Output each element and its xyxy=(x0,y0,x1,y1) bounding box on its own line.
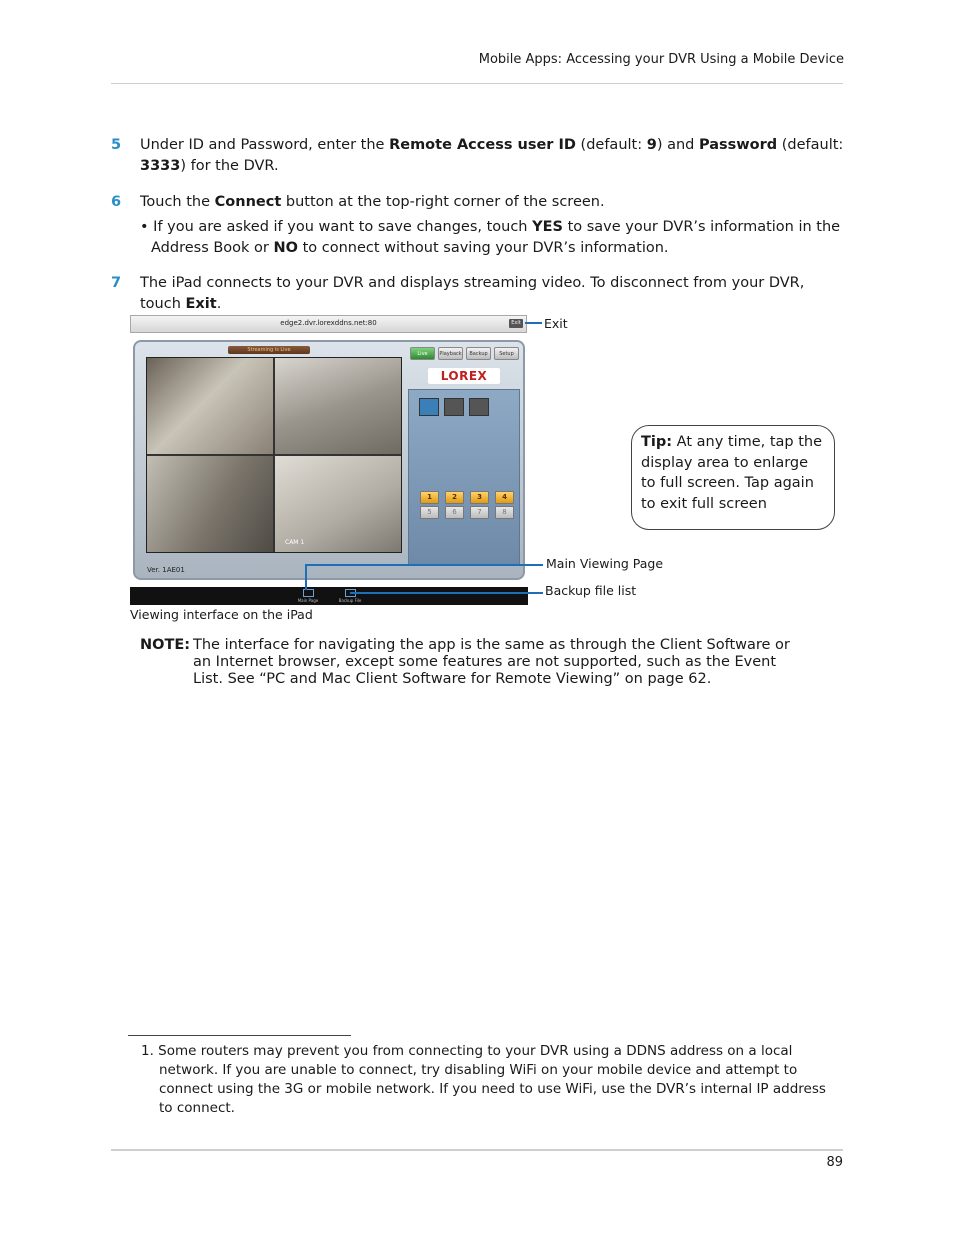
channel-button[interactable]: 6 xyxy=(445,506,464,519)
layout-quad-icon[interactable] xyxy=(419,398,439,416)
version-label: Ver. 1AE01 xyxy=(147,566,185,574)
step-text xyxy=(140,192,845,213)
exit-button[interactable]: Exit xyxy=(509,319,523,328)
footnote-rule xyxy=(128,1035,351,1036)
ipad-bottom-bar xyxy=(130,587,528,605)
channel-button[interactable]: 5 xyxy=(420,506,439,519)
page-number: 89 xyxy=(826,1155,843,1170)
main-page-button[interactable] xyxy=(293,588,323,604)
grid-icon xyxy=(303,589,314,597)
footnote-line: network. If you are unable to connect, try disabling WiFi on your mobile device and attempt to xyxy=(159,1062,798,1078)
backup-callout: Backup file list xyxy=(545,583,637,598)
bold-run: Remote Access user ID xyxy=(389,137,576,153)
text-run: button at the top-right corner of the screen. xyxy=(281,194,605,210)
tab-backup[interactable]: Backup xyxy=(466,347,491,360)
step-number: 5 xyxy=(111,137,122,153)
channel-button[interactable]: 4 xyxy=(495,491,514,504)
bold-run: NO xyxy=(273,240,298,256)
live-banner: Streaming is Live xyxy=(228,346,310,354)
camera-label: CAM 1 xyxy=(285,539,305,546)
channel-button[interactable]: 2 xyxy=(445,491,464,504)
step-number: 7 xyxy=(111,275,122,291)
bold-run: 9 xyxy=(646,137,657,153)
channel-button[interactable]: 3 xyxy=(470,491,489,504)
main-viewing-callout: Main Viewing Page xyxy=(546,556,664,571)
camera-tile[interactable] xyxy=(147,456,273,552)
step-text xyxy=(140,273,845,315)
button-label: Backup File xyxy=(338,598,362,603)
step-number: 6 xyxy=(111,194,122,210)
backup-callout-line xyxy=(350,592,543,594)
camera-tile[interactable] xyxy=(147,358,273,454)
exit-callout-line xyxy=(525,322,542,324)
video-grid[interactable] xyxy=(146,357,402,553)
layout-16-icon[interactable] xyxy=(469,398,489,416)
note-label: NOTE: xyxy=(140,637,191,653)
step-bullet xyxy=(140,217,851,259)
footnote-line: 1. Some routers may prevent you from connecting to your DVR using a DDNS address on a local xyxy=(141,1043,793,1059)
text-run: Touch the xyxy=(140,194,215,210)
text-run: ) and xyxy=(656,137,699,153)
text-run: (default: xyxy=(575,137,647,153)
tip-box xyxy=(631,425,835,530)
running-header: Mobile Apps: Accessing your DVR Using a Mobile Device xyxy=(478,52,844,67)
note-line: The interface for navigating the app is the same as through the Client Software or xyxy=(193,637,790,653)
channel-button[interactable]: 1 xyxy=(420,491,439,504)
header-rule xyxy=(111,83,843,84)
camera-tile[interactable] xyxy=(275,358,401,454)
layout-9-icon[interactable] xyxy=(444,398,464,416)
text-run: Under ID and Password, enter the xyxy=(140,137,390,153)
main-callout-line-v xyxy=(305,564,307,590)
tab-playback[interactable]: Playback xyxy=(438,347,463,360)
button-label: Main Page xyxy=(297,598,319,603)
exit-callout: Exit xyxy=(544,316,568,331)
channel-button[interactable]: 8 xyxy=(495,506,514,519)
control-panel xyxy=(404,345,522,568)
text-run: to save your DVR’s information in the Address Book or xyxy=(151,219,841,256)
figure-caption: Viewing interface on the iPad xyxy=(130,607,313,622)
text-run: • If you are asked if you want to save changes, touch xyxy=(140,219,533,235)
layout-panel xyxy=(408,389,520,565)
bold-run: Connect xyxy=(214,194,282,210)
backup-file-button[interactable] xyxy=(335,588,365,604)
bold-run: Exit xyxy=(185,296,217,312)
lorex-logo: LOREX xyxy=(428,368,500,384)
footnote-line: to connect. xyxy=(159,1100,235,1116)
ipad-title-bar xyxy=(130,315,527,333)
tip-label: Tip: xyxy=(641,434,673,450)
tab-setup[interactable]: Setup xyxy=(494,347,519,360)
text-run: The iPad connects to your DVR and displays streaming video. To disconnect from your DVR, touch xyxy=(140,275,805,312)
footer-rule xyxy=(111,1149,843,1151)
bold-run: YES xyxy=(532,219,563,235)
text-run: ) for the DVR. xyxy=(180,158,279,174)
camera-tile[interactable] xyxy=(275,456,401,552)
step-text xyxy=(140,135,845,177)
channel-button[interactable]: 7 xyxy=(470,506,489,519)
footnote-line: connect using the 3G or mobile network. If you need to use WiFi, use the DVR’s internal IP address xyxy=(159,1081,826,1097)
main-callout-line-h xyxy=(305,564,543,566)
bold-run: Password xyxy=(698,137,778,153)
text-run: to connect without saving your DVR’s information. xyxy=(297,240,669,256)
address-text: edge2.dvr.lorexddns.net:80 xyxy=(280,319,377,327)
bold-run: 3333 xyxy=(140,158,181,174)
note-line: an Internet browser, except some features are not supported, such as the Event xyxy=(193,654,777,670)
text-run: (default: xyxy=(777,137,844,153)
tab-live[interactable]: Live xyxy=(410,347,435,360)
note-line: List. See “PC and Mac Client Software for Remote Viewing” on page 62. xyxy=(193,671,712,687)
tip-text: At any time, tap the display area to enlarge to full screen. Tap again to exit full screen xyxy=(641,434,823,512)
text-run: . xyxy=(216,296,222,312)
